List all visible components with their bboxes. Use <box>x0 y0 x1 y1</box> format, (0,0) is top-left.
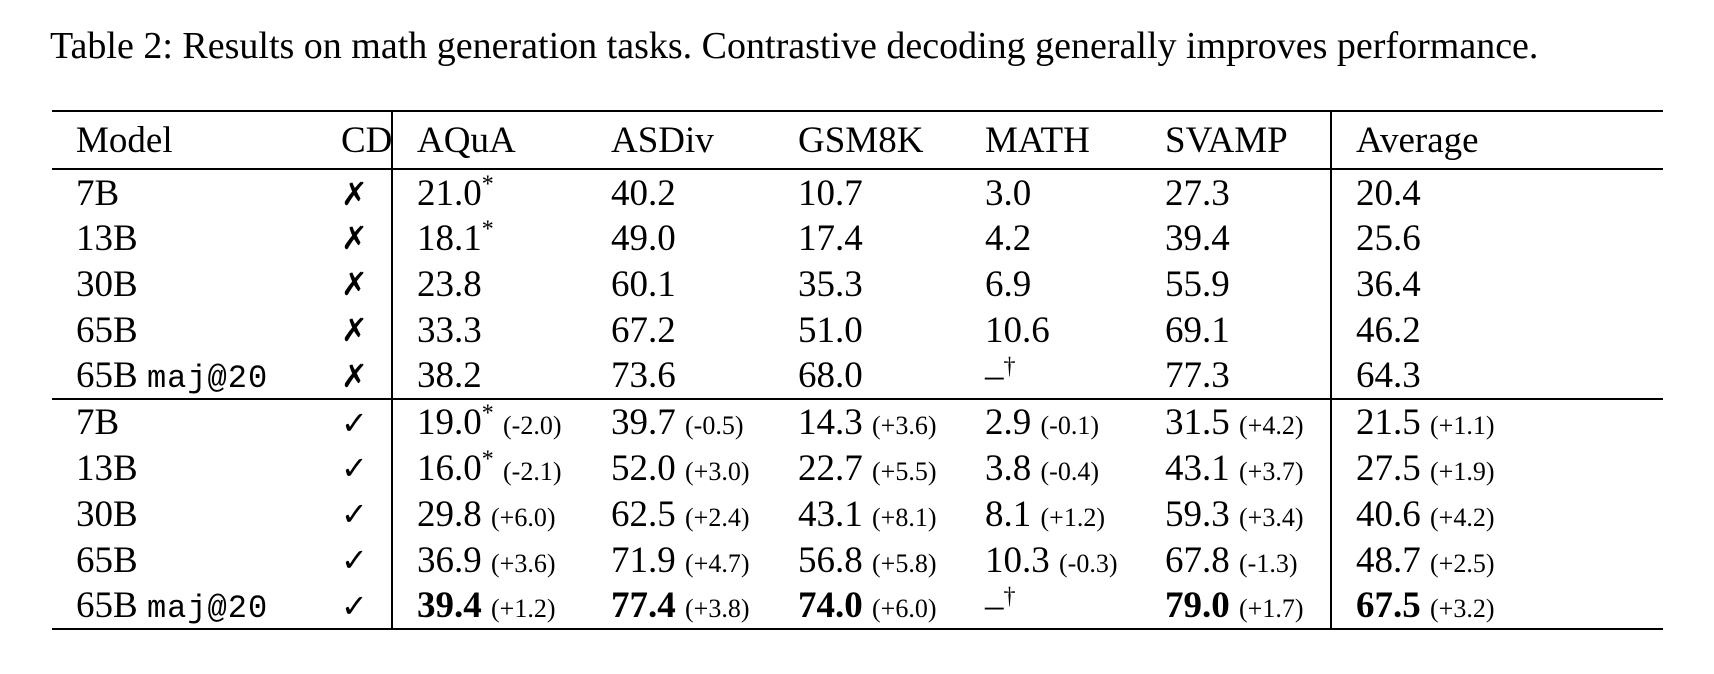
aqua-cell: 19.0* (-2.0) <box>392 399 587 445</box>
math-cell: 3.0 <box>985 173 1032 214</box>
results-table <box>52 110 1663 630</box>
table-row <box>52 215 1663 261</box>
average-cell: 27.5 (+1.9) <box>1356 447 1495 489</box>
header-model: Model <box>52 111 317 169</box>
average-cell: 67.5 (+3.2) <box>1331 583 1663 629</box>
asdiv-cell: 62.5 (+2.4) <box>611 493 750 535</box>
svamp-cell: 27.3 <box>1141 169 1331 215</box>
model-suffix: maj@20 <box>146 360 269 397</box>
cross-mark: ✗ <box>317 215 392 261</box>
asdiv-cell: 52.0 (+3.0) <box>611 447 750 489</box>
asdiv-cell: 67.2 <box>611 309 676 351</box>
svamp-cell: 55.9 <box>1141 261 1331 307</box>
table-caption: Table 2: Results on math generation tasks. Contrastive decoding generally improves performance. <box>50 25 1539 67</box>
svamp-cell: 43.1 (+3.7) <box>1141 445 1331 491</box>
aqua-cell: 18.1* <box>417 216 494 259</box>
asdiv-cell: 71.9 (+4.7) <box>611 539 750 581</box>
header-math: MATH <box>961 111 1141 169</box>
math-cell: –† <box>961 583 1141 629</box>
asdiv-cell: 49.0 <box>611 217 676 259</box>
asdiv-cell: 60.1 <box>611 263 676 305</box>
cross-mark: ✗ <box>317 307 392 353</box>
contrastive-group <box>52 399 1663 629</box>
math-cell: 8.1 (+1.2) <box>985 493 1105 535</box>
gsm8k-cell: 68.0 <box>798 355 863 396</box>
math-cell: 6.9 <box>985 263 1032 305</box>
check-mark: ✓ <box>317 445 392 491</box>
svamp-cell: 67.8 (-1.3) <box>1141 537 1331 583</box>
average-cell: 46.2 <box>1356 309 1421 351</box>
header-svamp: SVAMP <box>1141 111 1331 169</box>
average-cell: 20.4 <box>1356 173 1421 214</box>
table-row <box>52 583 1663 629</box>
gsm8k-cell: 51.0 <box>798 309 863 351</box>
math-cell: 3.8 (-0.4) <box>985 447 1099 489</box>
average-cell: 64.3 <box>1356 355 1421 396</box>
gsm8k-cell: 10.7 <box>798 173 863 214</box>
average-cell: 21.5 (+1.1) <box>1331 399 1663 445</box>
model-cell: 65B <box>76 539 138 581</box>
model-cell: 13B <box>76 217 138 259</box>
math-cell: 10.6 <box>985 309 1050 351</box>
header-cd: CD <box>317 111 392 169</box>
gsm8k-cell: 56.8 (+5.8) <box>798 539 937 581</box>
math-cell: 10.3 (-0.3) <box>985 539 1118 581</box>
header-row <box>52 111 1663 169</box>
math-cell: 2.9 (-0.1) <box>961 399 1141 445</box>
aqua-cell: 21.0* <box>417 171 494 214</box>
table-row <box>52 261 1663 307</box>
table-row <box>52 491 1663 537</box>
table-row <box>52 537 1663 583</box>
asdiv-cell: 40.2 <box>611 173 676 214</box>
aqua-cell: 29.8 (+6.0) <box>417 493 556 535</box>
cross-mark: ✗ <box>317 169 392 215</box>
average-cell: 48.7 (+2.5) <box>1356 539 1495 581</box>
asdiv-cell: 39.7 (-0.5) <box>587 399 774 445</box>
model-cell: 30B <box>76 263 138 305</box>
asdiv-cell: 73.6 <box>611 355 676 396</box>
cross-mark: ✗ <box>317 353 392 399</box>
header-average: Average <box>1331 111 1663 169</box>
model-cell: 7B <box>76 173 120 214</box>
svamp-cell: 77.3 <box>1141 353 1331 399</box>
check-mark: ✓ <box>317 399 392 445</box>
gsm8k-cell: 35.3 <box>798 263 863 305</box>
gsm8k-cell: 43.1 (+8.1) <box>798 493 937 535</box>
check-mark: ✓ <box>317 491 392 537</box>
model-cell: 13B <box>76 447 138 489</box>
svamp-cell: 79.0 (+1.7) <box>1141 583 1331 629</box>
table-row <box>52 399 1663 445</box>
table-row <box>52 307 1663 353</box>
aqua-cell: 36.9 (+3.6) <box>417 539 556 581</box>
gsm8k-cell: 17.4 <box>798 217 863 259</box>
aqua-cell: 33.3 <box>417 309 482 351</box>
header-asdiv: ASDiv <box>587 111 774 169</box>
aqua-cell: 23.8 <box>417 263 482 305</box>
model-cell: 65B maj@20 <box>52 583 317 629</box>
average-cell: 36.4 <box>1356 263 1421 305</box>
header-gsm8k: GSM8K <box>774 111 961 169</box>
model-cell: 65B <box>76 309 138 351</box>
table-row <box>52 353 1663 399</box>
gsm8k-cell: 14.3 (+3.6) <box>774 399 961 445</box>
header-aqua: AQuA <box>392 111 587 169</box>
math-cell: –† <box>985 353 1016 396</box>
aqua-cell: 16.0* (-2.1) <box>417 446 562 489</box>
baseline-group <box>52 169 1663 399</box>
average-cell: 25.6 <box>1356 217 1421 259</box>
svamp-cell: 39.4 <box>1141 215 1331 261</box>
cross-mark: ✗ <box>317 261 392 307</box>
table-row <box>52 169 1663 215</box>
aqua-cell: 39.4 (+1.2) <box>392 583 587 629</box>
asdiv-cell: 77.4 (+3.8) <box>587 583 774 629</box>
gsm8k-cell: 74.0 (+6.0) <box>774 583 961 629</box>
model-cell: 30B <box>76 493 138 535</box>
model-cell: 7B <box>52 399 317 445</box>
table-row <box>52 445 1663 491</box>
svamp-cell: 69.1 <box>1141 307 1331 353</box>
svamp-cell: 59.3 (+3.4) <box>1141 491 1331 537</box>
svamp-cell: 31.5 (+4.2) <box>1141 399 1331 445</box>
check-mark: ✓ <box>317 583 392 629</box>
check-mark: ✓ <box>317 537 392 583</box>
aqua-cell: 38.2 <box>417 355 482 396</box>
model-cell: 65B maj@20 <box>76 355 269 397</box>
model-suffix: maj@20 <box>146 590 269 627</box>
gsm8k-cell: 22.7 (+5.5) <box>798 447 937 489</box>
math-cell: 4.2 <box>985 217 1032 259</box>
average-cell: 40.6 (+4.2) <box>1356 493 1495 535</box>
